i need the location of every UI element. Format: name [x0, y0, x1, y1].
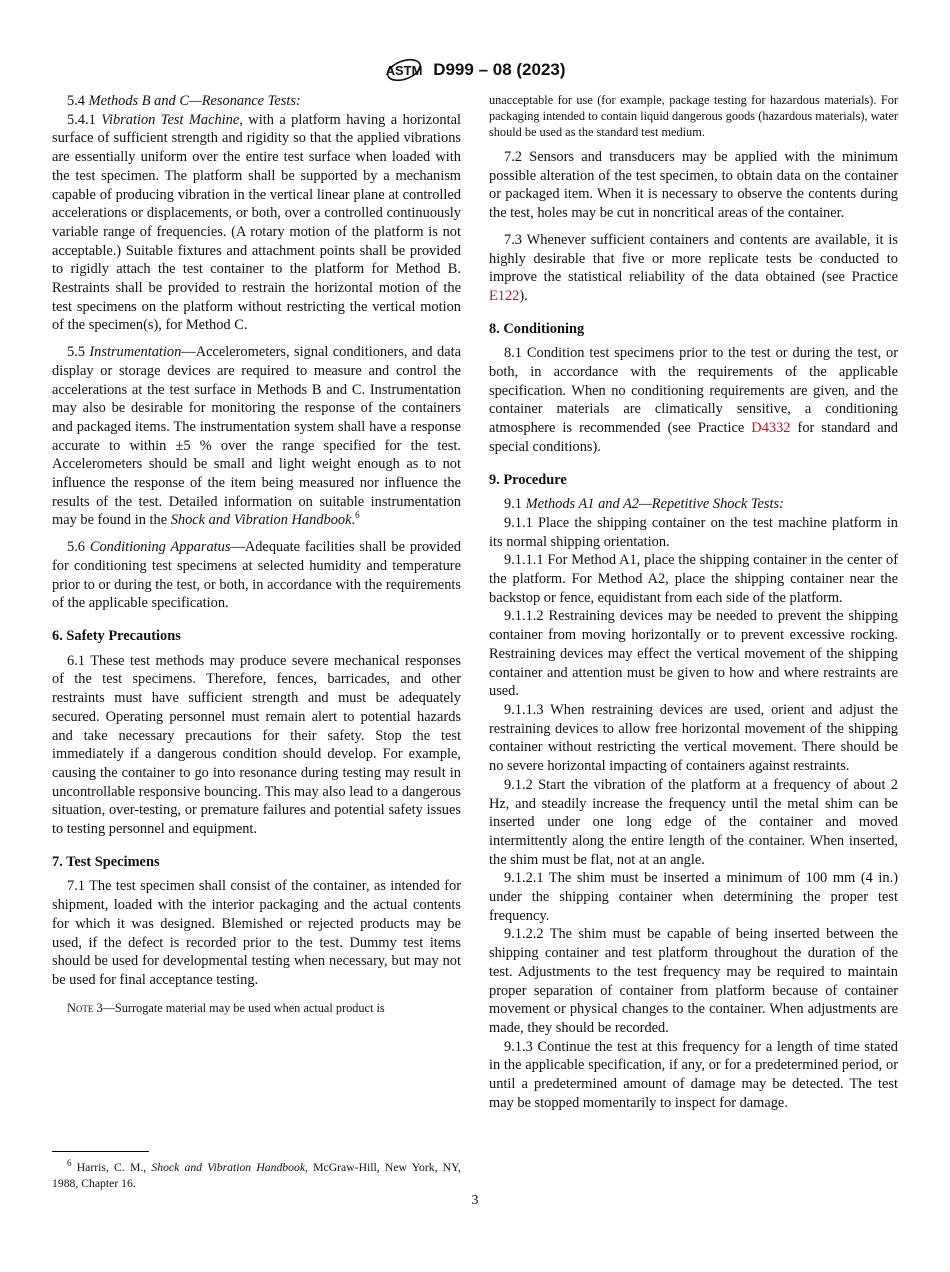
text-run: 5.6: [67, 539, 90, 556]
note: [52, 1000, 461, 1016]
text-run: Conditioning Apparatus: [89, 539, 231, 556]
paragraph: [52, 652, 461, 839]
paragraph: [489, 701, 898, 776]
text-run: 8.1 Condition test specimens prior to the test or during the test, or both, in accordance with the requirements of the applicable specification. When no conditioning requirements are given, and the container materials are climatically sensitive, a conditioning atmosphere is recommended (see Practice: [489, 345, 898, 437]
section-heading: [52, 853, 461, 872]
text-run: for standard and special conditions).: [489, 420, 898, 455]
paragraph: [52, 343, 461, 530]
paragraph: [489, 148, 898, 223]
text-run: —Adequate facilities shall be provided for conditioning test specimens at selected humidity and temperature prior to or during the test, or both, in accordance with the requirements of the applicable specification.: [52, 539, 462, 612]
text-run: 9.1.2.2 The shim must be capable of being inserted between the shipping container and test platform throughout the duration of the test. Adjustments to the test frequency may be required to maintain proper separation of container from platform because of container movement or physical changes to the container. When adjustments are made, they should be recorded.: [489, 926, 898, 1036]
paragraph: [489, 869, 898, 925]
text-run: 9. Procedure: [489, 471, 567, 488]
text-run: Vibration Test Machine,: [101, 111, 243, 128]
paragraph: [489, 344, 898, 456]
text-run: 8. Conditioning: [489, 320, 585, 337]
text-run: , McGraw-Hill, New York, NY, 1988, Chapter 16.: [52, 1161, 461, 1190]
footnote-divider: [52, 1151, 149, 1152]
text-run: 9.1: [504, 496, 526, 513]
section-heading: [489, 320, 898, 339]
text-run: 5.4: [67, 93, 89, 109]
text-run: 5.5: [67, 344, 90, 361]
paragraph: [489, 1038, 898, 1113]
text-run: 7.2 Sensors and transducers may be applied with the minimum possible alteration of the test specimen, to obtain data on the container or packaged item. When it is necessary to observe the contents during the test, holes may be cut in noncritical areas of the container.: [489, 149, 898, 222]
text-run: Shock and Vibration Handbook: [151, 1161, 306, 1174]
astm-logo-icon: [384, 56, 424, 84]
paragraph: [489, 231, 898, 306]
text-run: 9.1.1 Place the shipping container on the test machine platform in its normal shipping orientation.: [489, 514, 898, 550]
text-run: 9.1.2.1 The shim must be inserted a minimum of 100 mm (4 in.) under the shipping container when determining the proper test frequency.: [489, 870, 898, 924]
text-run: 9.1.1.3 When restraining devices are used, orient and adjust the restraining devices to allow free horizontal movement of the shipping container without restricting the vertical movement. There should be no severe horizontal impacting of containers against restraints.: [489, 701, 898, 775]
text-run: 7.3 Whenever sufficient containers and contents are available, it is highly desirable that five or more replicate tests be conducted to improve the statistical reliability of the data obtained (see Practice: [489, 231, 898, 286]
paragraph: [489, 925, 898, 1037]
paragraph: [489, 551, 898, 607]
text-run: 9.1.2 Start the vibration of the platform at a frequency of about 2 Hz, and steadily increase the frequency until the metal shim can be inserted under one long edge of the container and moved intermittently along the entire length of the container. When inserted, the shim must be flat, not at an angle.: [489, 776, 898, 868]
section-heading: [489, 471, 898, 490]
text-run: 6. Safety Precautions: [52, 627, 181, 644]
paragraph: [489, 514, 898, 551]
text-run: Methods A1 and A2—Repetitive Shock Tests:: [525, 496, 784, 513]
text-run: 9.1.1.2 Restraining devices may be needed to prevent the shipping container from moving horizontally or to prevent excessive rocking. Restraining devices may effect the vertical movement of the shipping container and attention must be given to how and where restraints are used.: [489, 608, 898, 700]
text-run: unacceptable for use (for example, package testing for hazardous materials). For packaging intended to contain liquid dangerous goods (hazardous materials), water should be used as the standard test medium.: [489, 93, 898, 139]
left-column: [52, 92, 461, 1016]
text-run: 7.1 The test specimen shall consist of the container, as intended for shipment, loaded with the interior packaging and the actual contents for which it was designed. Blemished or rejected products may be used, if the defect is recorded prior to the test. Dummy test items should be used for developmental testing when necessary, but may not be used for final acceptance testing.: [52, 878, 461, 988]
text-run: 3—Surrogate material may be used when actual product is: [93, 1000, 385, 1015]
right-column: [489, 92, 898, 1112]
paragraph: [489, 607, 898, 701]
text-run: —Accelerometers, signal conditioners, and data display or storage devices are required to measure and control the accelerations at the test surface in Methods B and C. Instrumentation may also be desirable for monitoring the response of the containers and packaged items. The instrumentation system shall have a response accurate to within ±5 % over the range specified for the test. Accelerometers should be small and light weight enough as to not influence the response of the item being measured nor influence the results of the test. Detailed information on suitable instrumentation may be found in the: [52, 344, 461, 529]
paragraph: [52, 111, 461, 335]
document-header: [0, 56, 950, 84]
text-run: 9.1.3 Continue the test at this frequency for a length of time stated in the applicable specification, if any, or for a predetermined period, or until a predetermined amount of damage may be detected. The test may be stopped momentarily to inspect for damage.: [489, 1038, 898, 1111]
text-run: Instrumentation: [89, 344, 182, 361]
footnote-marker: 6: [67, 1158, 72, 1169]
text-run: 5.4.1: [67, 111, 102, 128]
footnote-marker: 6: [355, 510, 360, 521]
text-run: 6.1 These test methods may produce severe mechanical responses of the test specimens. Therefore, fences, barricades, and other restraints must have sufficient strength and must be adequately secured. Operating personnel must remain alert to potential hazards and take necessary precautions for their safety. Stop the test immediately if a dangerous condition should develop. For example, causing the container to go into resonance during testing may result in uncontrollable responsive bouncing. This may also lead to a dangerous situation, over-testing, or premature failures and potential safety issues to testing personnel and equipment.: [52, 652, 461, 838]
text-run: Shock and Vibration Handbook: [170, 512, 352, 529]
text-run: ).: [519, 287, 528, 304]
text-run: 9.1.1.1 For Method A1, place the shipping container in the center of the platform. For Method A2, place the shipping container near the backstop or fence, equidistant from each side of the platform.: [489, 552, 898, 606]
reference-link[interactable]: E122: [489, 287, 520, 304]
text-run: .: [351, 512, 356, 529]
paragraph: [52, 877, 461, 989]
text-run: Note: [67, 1000, 94, 1015]
document-designation: D999 – 08 (2023): [433, 60, 566, 79]
text-run: Methods B and C—Resonance Tests:: [88, 93, 301, 109]
note: [489, 92, 898, 140]
footnote: [52, 1160, 461, 1192]
paragraph: [489, 776, 898, 870]
svg-text:ASTM: ASTM: [386, 63, 423, 78]
page-number: 3: [471, 1193, 479, 1208]
text-run: 7. Test Specimens: [52, 853, 160, 870]
paragraph: [52, 92, 461, 111]
text-run: with a platform having a horizontal surface of sufficient strength and rigidity so that the applied vibrations are essentially uniform over the entire test surface when loaded with the test specimen. The platform shall be supported by a mechanism capable of producing vibration in the vertical linear plane at controlled accelerations or displacements, or both, over a controlled continuously variable range of frequencies. (A rotary motion of the platform is not acceptable.) Suitable fixtures and attachment points shall be provided to rigidly attach the test container to the platform for Method B. Restraints shall be provided to restrain the horizontal motion of the test specimens on the platform without restricting the vertical motion of the specimen(s), for Method C.: [52, 111, 461, 334]
reference-link[interactable]: D4332: [751, 420, 791, 437]
paragraph: [489, 495, 898, 514]
section-heading: [52, 627, 461, 646]
text-run: Harris, C. M.,: [71, 1161, 152, 1174]
paragraph: [52, 538, 461, 613]
